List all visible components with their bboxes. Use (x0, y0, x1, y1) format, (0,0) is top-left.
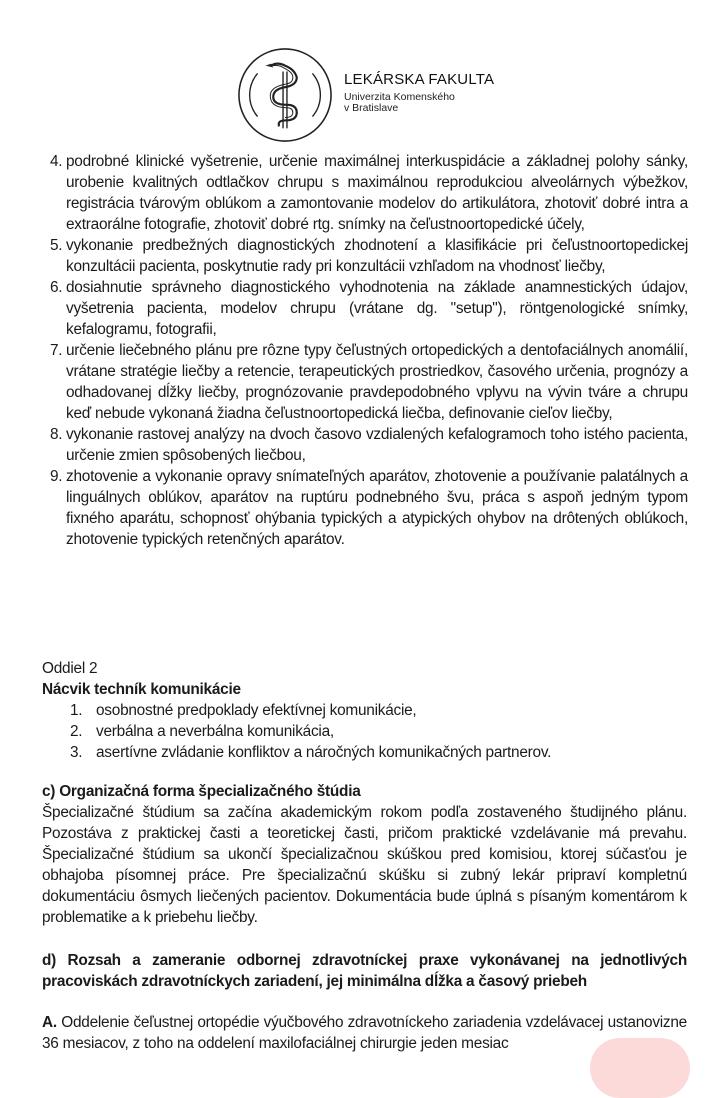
communication-list (42, 700, 687, 763)
section-heading: c) Organizačná forma špecializačného štúdia (42, 783, 361, 800)
list-number: 1. (70, 702, 83, 719)
list-number: 5. (50, 237, 63, 254)
faculty-name-block (344, 72, 494, 114)
list-text: dosiahnutie správneho diagnostického vyhodnotenia na základe anamnestických údajov, vyšetrenia pacienta, modelov chrupu (vrátane dg. "setup"), röntgenologické snímky, kefalogramu, fotografii, (66, 279, 688, 338)
list-item (38, 235, 688, 277)
list-item (42, 742, 687, 763)
list-number: 7. (50, 342, 63, 359)
list-text: vykonanie predbežných diagnostických zhodnotení a klasifikácie pri čeľustnoortopedickej konzultácii pacienta, poskytnutie rady pri konzultácii vzhľadom na vhodnosť liečby, (66, 237, 688, 275)
faculty-title: LEKÁRSKA FAKULTA (344, 71, 495, 88)
list-number: 3. (70, 744, 83, 761)
list-text: asertívne zvládanie konfliktov a náročných komunikačných partnerov. (96, 744, 552, 761)
section-heading: d) Rozsah a zameranie odbornej zdravotníckej praxe vykonávanej na jednotlivých pracoviskách zdravotníckych zariadení, jej minimálna dĺžka a časový priebeh (42, 952, 687, 990)
overlay-blob (590, 1038, 690, 1098)
skills-list (38, 151, 688, 550)
list-text: zhotovenie a vykonanie opravy snímateľných aparátov, zhotovenie a používanie palatálnych a linguálnych oblúkov, aparátov na ruptúru podnebného švu, práca s aspoň jedným typom fixného aparátu, schopnosť ohýbania typických a atypických ohybov na drôtených oblúkoch, zhotovenie typických retenčných aparátov. (66, 468, 688, 548)
list-text: verbálna a neverbálna komunikácia, (96, 723, 334, 740)
university-name: Univerzita Komenského (344, 91, 455, 103)
list-item (38, 151, 688, 235)
list-number: 8. (50, 426, 63, 443)
faculty-header (236, 46, 494, 144)
list-text: osobnostné predpoklady efektívnej komunikácie, (96, 702, 417, 719)
section-label: Oddiel 2 (42, 660, 98, 677)
communication-section (42, 658, 687, 763)
list-text: podrobné klinické vyšetrenie, určenie maximálnej interkuspidácie a základnej polohy sánky, urobenie kvalitných odtlačkov chrupu s maximálnou reprodukciou alveolárnych výbežkov, registrácia tvárovým oblúkom a zamontovanie modelov do artikulátora, zhotoviť dobré intra a extraorálne fotografie, zhotoviť dobré rtg. snímky na čeľustnoortopedické účely, (66, 153, 688, 233)
list-item (38, 277, 688, 340)
list-number: 9. (50, 468, 63, 485)
paragraph-a-text: Oddelenie čeľustnej ortopédie výučbového zdravotníckeho zariadenia vzdelávacej ustanovizne 36 mesiacov, z toho na oddelení maxilofaciálnej chirurgie jeden mesiac (42, 1014, 687, 1052)
section-paragraph: Špecializačné štúdium sa začína akademickým rokom podľa zostaveného študijného plánu. Pozostáva z praktickej časti a teoretickej časti, pričom praktické vzdelávanie má prevahu. Špecializačné štúdium sa ukončí špecializačnou skúškou pred komisiou, ktorej súčasťou je obhajoba písomnej práce. Pre špecializačnú skúšku si zubný lekár pripraví kompletnú dokumentáciu ôsmych liečených pacientov. Dokumentácia bude úplná s písaným komentárom k problematike a k priebehu liečby. (42, 804, 687, 926)
paragraph-a (42, 1012, 687, 1054)
skills-list-section (38, 151, 688, 550)
list-item (42, 721, 687, 742)
section-title: Nácvik techník komunikácie (42, 681, 241, 698)
paragraph-a-label: A. (42, 1014, 57, 1031)
practice-scope-section (42, 950, 687, 1054)
list-item (42, 700, 687, 721)
university-city: v Bratislave (344, 102, 399, 114)
list-number: 2. (70, 723, 83, 740)
list-text: určenie liečebného plánu pre rôzne typy čeľustných ortopedických a dentofaciálnych anomálií, vrátane stratégie liečby a retencie, terapeutických prostriedkov, časového určenia, prognózy a odhadovanej dĺžky liečby, prognózovanie pravdepodobného vplyvu na vývin tváre a chrupu keď nebude vykonaná žiadna čeľustnoortopedická liečba, definovanie cieľov liečby, (66, 342, 688, 422)
list-number: 4. (50, 153, 63, 170)
list-item (38, 466, 688, 550)
list-number: 6. (50, 279, 63, 296)
list-item (38, 340, 688, 424)
list-item (38, 424, 688, 466)
rod-of-asclepius-icon (236, 46, 334, 144)
list-text: vykonanie rastovej analýzy na dvoch časovo vzdialených kefalogramoch toho istého pacienta, určenie zmien spôsobených liečbou, (66, 426, 688, 464)
organization-section (42, 781, 687, 928)
